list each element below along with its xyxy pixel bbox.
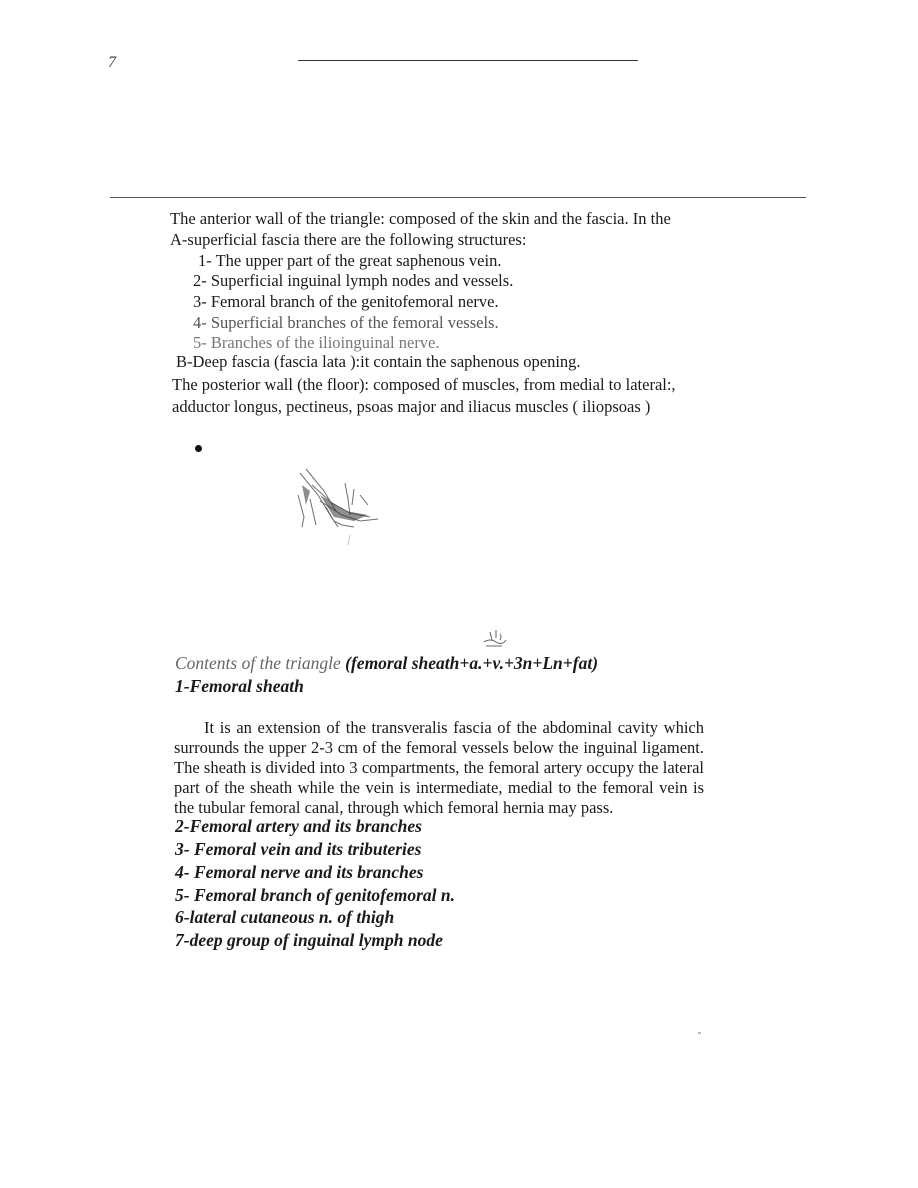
superficial-item-4: 4- Superficial branches of the femoral vessels. <box>193 313 499 332</box>
femoral-sheath-title: 1-Femoral sheath <box>175 676 304 696</box>
contents-heading-prefix: Contents of the triangle <box>175 653 346 673</box>
scan-speck <box>698 1032 701 1034</box>
section-divider <box>110 197 806 198</box>
contents-heading-formula: (femoral sheath+a.+v.+3n+Ln+fat) <box>345 653 599 673</box>
contents-item-3: 3- Femoral vein and its tributeries <box>175 839 422 859</box>
superficial-item-5: 5- Branches of the ilioinguinal nerve. <box>193 333 440 352</box>
bullet-dot <box>195 445 202 452</box>
anatomy-sketch-image <box>290 455 390 565</box>
posterior-wall-line-2: adductor longus, pectineus, psoas major and iliacus muscles ( iliopsoas ) <box>172 397 651 416</box>
intro-line-2: A-superficial fascia there are the following structures: <box>170 230 527 249</box>
contents-item-6: 6-lateral cutaneous n. of thigh <box>175 907 395 927</box>
contents-item-5: 5- Femoral branch of genitofemoral n. <box>175 885 456 905</box>
intro-line-1: The anterior wall of the triangle: composed of the skin and the fascia. In the <box>170 209 671 228</box>
ink-smudge-mark <box>482 628 508 648</box>
page-number: 7 <box>108 54 116 71</box>
deep-fascia-line: B-Deep fascia (fascia lata ):it contain the saphenous opening. <box>176 352 581 371</box>
femoral-sheath-paragraph <box>174 718 704 818</box>
contents-heading <box>175 653 598 674</box>
contents-item-2: 2-Femoral artery and its branches <box>175 816 422 836</box>
superficial-item-3: 3- Femoral branch of the genitofemoral nerve. <box>193 292 499 311</box>
superficial-item-2: 2- Superficial inguinal lymph nodes and vessels. <box>193 271 514 290</box>
posterior-wall-line-1: The posterior wall (the floor): composed of muscles, from medial to lateral:, <box>172 375 676 394</box>
contents-item-7: 7-deep group of inguinal lymph node <box>175 930 443 950</box>
contents-item-4: 4- Femoral nerve and its branches <box>175 862 424 882</box>
superficial-item-1: 1- The upper part of the great saphenous vein. <box>198 251 502 270</box>
femoral-sheath-paragraph-text: It is an extension of the transveralis fascia of the abdominal cavity which surrounds the upper 2-3 cm of the femoral vessels below the inguinal ligament. The sheath is divided into 3 compartments, the femoral artery occupy the lateral part of the sheath while the vein is intermediate, medial to the femoral vein is the tubular femoral canal, through which femoral hernia may pass. <box>174 718 704 817</box>
top-rule <box>298 60 638 61</box>
